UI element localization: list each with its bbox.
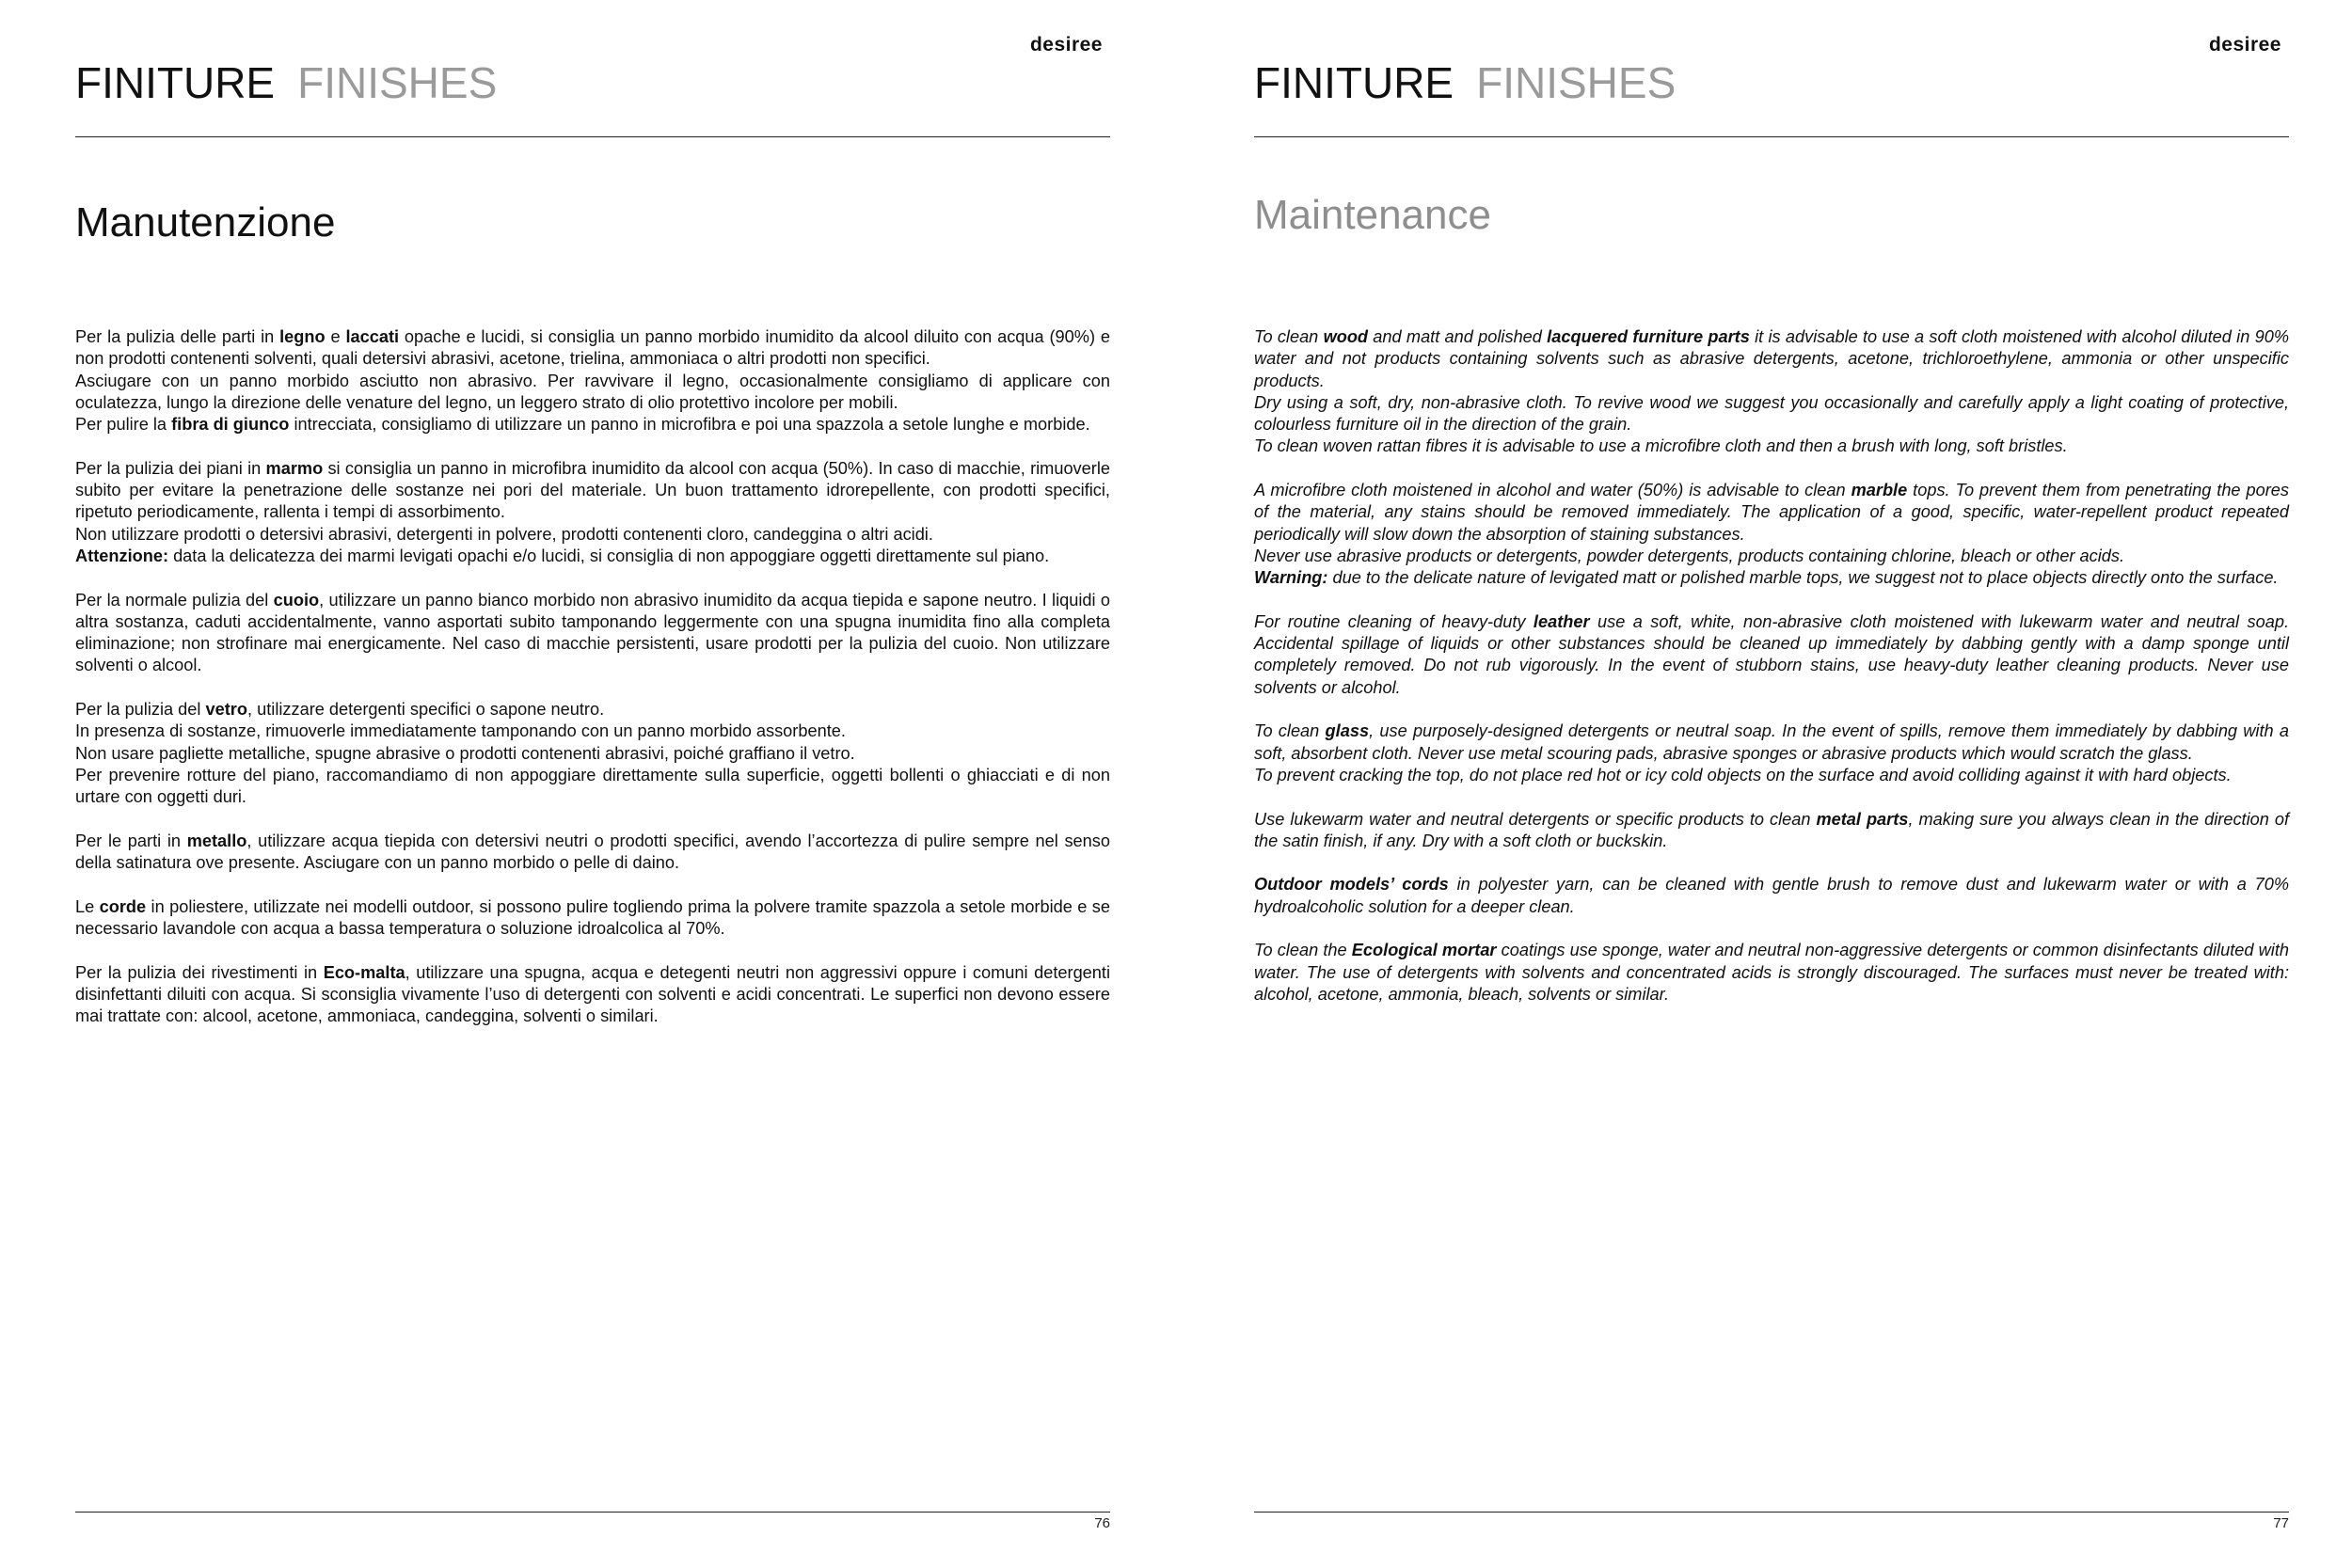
- text-run: e: [325, 327, 346, 346]
- text-run: Use lukewarm water and neutral detergents or specific products to clean: [1254, 809, 1817, 829]
- text-run: Per le parti in: [75, 831, 187, 850]
- text-run: and matt and polished: [1368, 327, 1548, 346]
- keyword-glass: vetro: [205, 700, 247, 720]
- text-run: Non usare pagliette metalliche, spugne abrasive o prodotti contenenti abrasivi, poiché graffiano il vetro.: [75, 743, 855, 763]
- text-run: due to the delicate nature of levigated matt or polished marble tops, we suggest not to place objects directly onto the surface.: [1327, 568, 2279, 588]
- header-divider: [75, 136, 1110, 137]
- keyword-lacquered: laccati: [345, 327, 400, 346]
- paragraph-metal: [75, 831, 1110, 875]
- text-run: To prevent cracking the top, do not place red hot or icy cold objects on the surface and avoid colliding against it with hard objects.: [1254, 765, 2232, 784]
- page-number: 76: [1094, 1515, 1110, 1531]
- keyword-leather: cuoio: [273, 590, 320, 610]
- text-run: Per la pulizia dei rivestimenti in: [75, 962, 324, 982]
- text-run: For routine cleaning of heavy-duty: [1254, 611, 1534, 631]
- text-run: it is advisable to use a soft cloth moistened with alcohol diluted in 90% water and not products containing solvents such as abrasive detergents, acetone, trichloroethylene, ammonia or other unspecific products.: [1254, 327, 2289, 390]
- keyword-rattan: fibra di giunco: [171, 415, 290, 435]
- paragraph-wood: [75, 326, 1110, 436]
- keyword-eco-mortar: Eco-malta: [323, 962, 405, 982]
- text-run: Per la normale pulizia del: [75, 590, 274, 610]
- page-header: [75, 56, 497, 109]
- text-run: , utilizzare acqua tiepida con detersivi neutri o prodotti specifici, avendo l’accortezza di pulire sempre nel senso della satinatura ove presente. Asciugare con un panno morbido o pelle di daino.: [75, 831, 1110, 873]
- right-page: [1254, 0, 2289, 1568]
- keyword-glass: glass: [1325, 721, 1370, 741]
- text-run: in polyester yarn, can be cleaned with gentle brush to remove dust and lukewarm water or with a 70% hydroalcoholic solution for a deeper clean.: [1254, 875, 2290, 916]
- text-run: , making sure you always clean in the direction of the satin finish, if any. Dry with a soft cloth or buckskin.: [1254, 809, 2289, 850]
- header-english: FINISHES: [1476, 58, 1677, 107]
- text-run: in poliestere, utilizzate nei modelli outdoor, si possono pulire togliendo prima la polvere tramite spazzola a setole morbide e se necessario lavandole con acqua a bassa temperatura o soluzione idroalcolica al 70%.: [75, 896, 1110, 939]
- keyword-wood: legno: [279, 327, 326, 346]
- paragraph-leather: [75, 590, 1110, 677]
- keyword-lacquered: lacquered furniture parts: [1547, 327, 1750, 346]
- footer-divider: [75, 1512, 1110, 1513]
- paragraph-cords: [1254, 874, 2289, 918]
- text-run: To clean the: [1254, 941, 1352, 960]
- section-title: Maintenance: [1254, 192, 1491, 238]
- left-page: [75, 0, 1110, 1568]
- text-run: opache e lucidi, si consiglia un panno morbido inumidito da alcool diluito con acqua (90%) e non prodotti contenenti solventi, quali detersivi abrasivi, acetone, trielina, ammoniaca o altri prodotti non specifici.: [75, 327, 1110, 369]
- brand-logo: desiree: [2208, 34, 2281, 55]
- paragraph-marble: [1254, 480, 2289, 589]
- paragraph-eco-mortar: [1254, 940, 2289, 1006]
- text-run: Per la pulizia del: [75, 700, 206, 720]
- text-run: coatings use sponge, water and neutral non-aggressive detergents or common disinfectants diluted with water. The use of detergents with solvents and concentrated acids is strongly discouraged. The surfaces must never be treated with: alcohol, acetone, ammonia, bleach, solvents or similar.: [1254, 941, 2289, 1004]
- header-italian: FINITURE: [1254, 58, 1454, 107]
- text-run: In presenza di sostanze, rimuoverle immediatamente tamponando con un panno morbido assorbente.: [75, 721, 846, 741]
- text-run: use a soft, white, non-abrasive cloth moistened with lukewarm water and neutral soap. Accidental spillage of liquids or other substances should be cleaned up immediately by dabbing gently with a damp sponge until completely removed. Do not rub vigorously. In the event of stubborn stains, use heavy-duty leather cleaning products. Never use solvents or alcohol.: [1254, 611, 2290, 697]
- text-run: Dry using a soft, dry, non-abrasive cloth. To revive wood we suggest you occasionally and carefully apply a light coating of protective, colourless furniture oil in the direction of the grain.: [1254, 392, 2289, 435]
- keyword-leather: leather: [1533, 611, 1590, 631]
- text-run: si consiglia un panno in microfibra inumidito da alcool con acqua (50%). In caso di macchie, rimuoverle subito per evitare la penetrazione delle sostanze nei pori del materiale. Un buon trattamento idrorepellente, con prodotti specifici, ripetuto periodicamente, rallenta i tempi di assorbimento.: [75, 458, 1110, 522]
- paragraph-metal: [1254, 809, 2289, 853]
- keyword-marble: marble: [1851, 481, 1908, 500]
- text-run: , utilizzare un panno bianco morbido non abrasivo inumidito da acqua tiepida e sapone neutro. I liquidi o altra sostanza, caduti accidentalmente, vanno asportati subito tamponando leggermente con una spugna inumidita fino alla completa eliminazione; non strofinare mai energicamente. Nel caso di macchie persistenti, usare prodotti per la pulizia del cuoio. Non utilizzare solventi o alcool.: [75, 590, 1110, 675]
- text-run: To clean: [1254, 721, 1326, 741]
- keyword-eco-mortar: Ecological mortar: [1351, 941, 1497, 960]
- keyword-cords: Outdoor models’ cords: [1254, 875, 1449, 895]
- keyword-wood: wood: [1323, 327, 1369, 346]
- text-run: data la delicatezza dei marmi levigati opachi e/o lucidi, si consiglia di non appoggiare oggetti direttamente sul piano.: [168, 546, 1050, 565]
- keyword-metal: metallo: [186, 831, 247, 850]
- paragraph-leather: [1254, 611, 2289, 699]
- body-text: [1254, 326, 2289, 1028]
- text-run: Non utilizzare prodotti o detersivi abrasivi, detergenti in polvere, prodotti contenenti cloro, candeggina o altri acidi.: [75, 524, 933, 544]
- footer-divider: [1254, 1512, 2289, 1513]
- text-run: To clean: [1254, 327, 1324, 346]
- paragraph-cords: [75, 896, 1110, 941]
- text-run: , utilizzare detergenti specifici o sapone neutro.: [247, 700, 605, 720]
- header-english: FINISHES: [297, 58, 498, 107]
- text-run: To clean woven rattan fibres it is advisable to use a microfibre cloth and then a brush with long, soft bristles.: [1254, 436, 2068, 456]
- section-title: Manutenzione: [75, 199, 336, 245]
- text-run: Per prevenire rotture del piano, raccomandiamo di non appoggiare direttamente sulla superficie, oggetti bollenti o ghiacciati e di non urtare con oggetti duri.: [75, 765, 1110, 807]
- keyword-warning: Attenzione:: [75, 546, 169, 565]
- header-italian: FINITURE: [75, 58, 276, 107]
- text-run: Per la pulizia delle parti in: [75, 327, 280, 346]
- text-run: Asciugare con un panno morbido asciutto non abrasivo. Per ravvivare il legno, occasionalmente consigliamo di applicare con oculatezza, lungo la direzione delle venature del legno, un leggero strato di olio protettivo incolore per mobili.: [75, 371, 1110, 412]
- paragraph-wood: [1254, 326, 2289, 458]
- text-run: intrecciata, consigliamo di utilizzare un panno in microfibra e poi una spazzola a setole lunghe e morbide.: [289, 415, 1090, 435]
- page-number: 77: [2273, 1515, 2289, 1531]
- text-run: Per la pulizia dei piani in: [75, 458, 266, 478]
- paragraph-glass: [1254, 721, 2289, 786]
- text-run: Per pulire la: [75, 415, 172, 435]
- text-run: Never use abrasive products or detergents, powder detergents, products containing chlorine, bleach or other acids.: [1254, 546, 2125, 565]
- text-run: A microfibre cloth moistened in alcohol and water (50%) is advisable to clean: [1254, 481, 1851, 500]
- brand-logo: desiree: [1029, 34, 1103, 55]
- text-run: , utilizzare una spugna, acqua e detegenti neutri non aggressivi oppure i comuni detergenti disinfettanti diluiti con acqua. Si sconsiglia vivamente l’uso di detergenti con solventi e acidi concentrati. Le superfici non devono essere mai trattate con: alcool, acetone, ammoniaca, candeggina, solventi o similari.: [75, 962, 1111, 1026]
- page-header: [1254, 56, 1676, 109]
- header-divider: [1254, 136, 2289, 137]
- paragraph-eco-mortar: [75, 962, 1110, 1028]
- keyword-cords: corde: [99, 896, 147, 916]
- keyword-warning: Warning:: [1254, 568, 1328, 588]
- text-run: , use purposely-designed detergents or neutral soap. In the event of spills, remove them immediately by dabbing with a soft, absorbent cloth. Never use metal scouring pads, abrasive sponges or abrasive products which would scratch the glass.: [1254, 721, 2290, 763]
- paragraph-glass: [75, 699, 1110, 808]
- text-run: Le: [75, 896, 100, 916]
- paragraph-marble: [75, 458, 1110, 567]
- keyword-marble: marmo: [265, 458, 324, 478]
- body-text: [75, 326, 1110, 1050]
- keyword-metal: metal parts: [1816, 809, 1909, 829]
- text-run: tops. To prevent them from penetrating the pores of the material, any stains should be removed immediately. The application of a good, specific, water-repellent product repeated periodically will slow down the absorption of staining substances.: [1254, 481, 2289, 544]
